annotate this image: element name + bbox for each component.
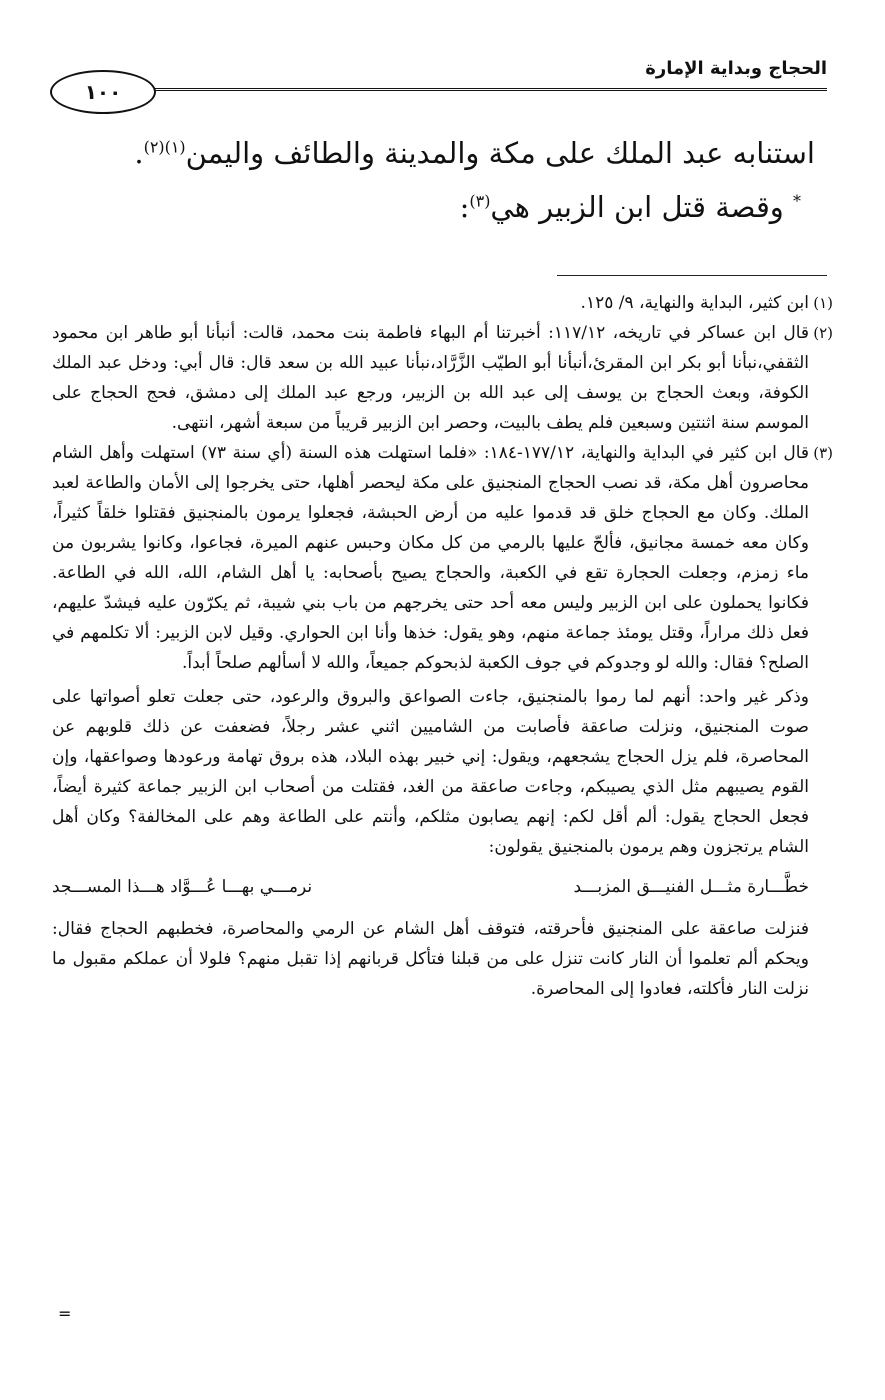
running-title: الحجاج وبداية الإمارة (645, 58, 827, 79)
footnotes (52, 288, 833, 1004)
footnote-3-paragraph-2: وذكر غير واحد: أنهم لما رموا بالمنجنيق، جاءت الصواعق والبروق والرعود، حتى جعلت تعلو أصواتها على صوت المنجنيق، ونزلت صاعقة فأصابت من الشاميين اثني عشر رجلاً، فضعفت عن ذلك قلوبهم عن المحاصرة، فلم يزل الحجاج يشجعهم، ويقول: إني خبير بهذه البلاد، هذه بروق تهامة ورعودها وصواعقها، وإن القوم يصيبهم مثل الذي يصيبكم، وجاءت صاعقة من الغد، فقتلت من أصحاب ابن الزبير جماعة كثيرة أيضاً، فجعل الحجاج يقول: ألم أقل لكم: إنهم يصابون مثلكم، وأنتم على الطاعة وهم على المخالفة؟ وكان أهل الشام يرتجزون وهم يرمون بالمنجنيق يقولون: (52, 687, 809, 857)
main-line-2 (58, 180, 815, 234)
continuation-mark: = (58, 1304, 72, 1323)
footnote-ref-3: (٣) (469, 191, 491, 211)
footnote-number: (١) (813, 294, 833, 312)
footnote-separator (557, 275, 827, 276)
footnote-text: قال ابن عساكر في تاريخه، ١١٧/١٢: أخبرتنا أم البهاء فاطمة بنت محمد، قالت: أنبأنا أبو طاهر ابن محمود الثقفي،نبأنا أبو بكر ابن المقرئ،أنبأنا أبو الطيّب الزَّرَّاد،نبأنا عبيد الله بن سعد قال: قال أبي: ودخل عبد الملك الكوفة، وبعث الحجاج بن يوسف إلى عبد الله بن الزبير، ورجع عبد الملك إلى دمشق، فحج الحجاج على الموسم سنة اثنتين وسبعين فلم يطف بالبيت، وحصر ابن الزبير قريباً من سبعة أشهر، انتهى. (52, 323, 809, 433)
footnote-number: (٢) (813, 324, 833, 342)
main-line-1-end: . (134, 136, 144, 170)
main-text (58, 126, 815, 234)
main-line-2-end: : (459, 190, 470, 224)
footnote-2 (52, 318, 833, 438)
page-header (58, 48, 827, 104)
footnote-text: قال ابن كثير في البداية والنهاية، ١٧٧/١٢-١٨٤: «فلما استهلت هذه السنة (أي سنة ٧٣) استهلت وأهل الشام محاصرون أهل مكة، قد نصب الحجاج المنجنيق على مكة ليحصر أهلها، حتى يخرجوا إلى الأمان والطاعة لعبد الملك. وكان مع الحجاج خلق قد قدموا عليه من أرض الحبشة، فجعلوا يرمون بالمنجنيق فقتلوا خلقاً كثيراً، وكان معه خمسة مجانيق، فألحّ عليها بالرمي من كل مكان وحبس عنهم الميرة، فجاعوا، وكانوا يشربون من ماء زمزم، وجعلت الحجارة تقع في الكعبة، والحجاج يصيح بأصحابه: يا أهل الشام، الله، الله في الطاعة. فكانوا يحملون على ابن الزبير وليس معه أحد حتى يخرجهم من باب بني شيبة، ثم يكرّون عليه فيشدّ عليهم، فعل ذلك مراراً، وقتل يومئذ جماعة منهم، وهو يقول: خذها وأنا ابن الحواري. وقيل لابن الزبير: ألا تكلمهم في الصلح؟ فقال: والله لو وجدوكم في جوف الكعبة لذبحوكم جميعاً، والله لا أسألهم صلحاً أبداً. (52, 443, 809, 673)
verse-first-hemistich: خطَّـــارة مثـــل الفنيـــق المزبـــد (573, 877, 809, 897)
header-rule (58, 88, 827, 91)
main-line-1 (58, 126, 815, 180)
footnote-1 (52, 288, 833, 318)
footnote-3 (52, 438, 833, 678)
main-line-2-text: وقصة قتل ابن الزبير هي (490, 190, 794, 224)
footnote-ref-1-2: (١)(٢) (143, 137, 186, 157)
poetry-verse (52, 872, 833, 902)
star-mark: * (793, 191, 801, 211)
footnote-3-paragraph-3: فنزلت صاعقة على المنجنيق فأحرقته، فتوقف أهل الشام عن الرمي والمحاصرة، فخطبهم الحجاج فقال: ويحكم ألم تعلموا أن النار كانت تنزل على من قبلنا فتأكل قربانهم إذا تقبل منهم؟ فلولا أن عملكم مقبول ما نزلت النار فأكلته، فعادوا إلى المحاصرة. (52, 919, 809, 999)
page-number-badge: ١٠٠ (50, 70, 156, 114)
footnote-text: ابن كثير، البداية والنهاية، ٩/ ١٢٥. (580, 293, 809, 313)
main-line-1-text: استنابه عبد الملك على مكة والمدينة والطائف واليمن (185, 136, 815, 170)
verse-second-hemistich: نرمـــي بهـــا عُـــوَّاد هـــذا المســـجد (52, 877, 313, 897)
footnote-number: (٣) (813, 444, 833, 462)
